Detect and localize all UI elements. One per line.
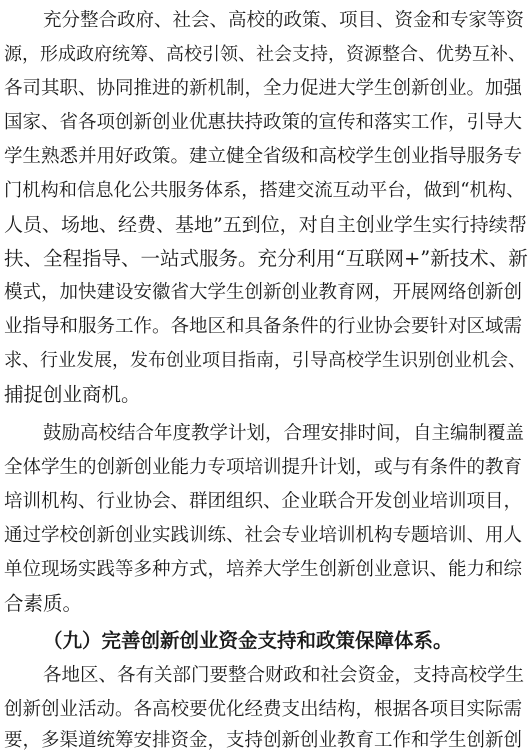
text-line: 创新创业活动。各高校要优化经费支出结构，根据各项目实际需 <box>4 699 523 720</box>
text-line: 全体学生的创新创业能力专项培训提升计划，或与有条件的教育 <box>4 457 523 478</box>
text-line: 要，多渠道统筹安排资金，支持创新创业教育工作和学生创新创 <box>4 730 523 751</box>
text-line: 各司其职、协同推进的新机制，全力促进大学生创新创业。加强 <box>4 78 523 99</box>
text-line: 扶、全程指导、一站式服务。充分利用“互联网+”新技术、新 <box>4 247 528 270</box>
text-line: 学生熟悉并用好政策。建立健全省级和高校学生创业指导服务专 <box>4 146 523 167</box>
text-line: 模式，加快建设安徽省大学生创新创业教育网，开展网络创新创 <box>4 282 523 303</box>
text-line: 求、行业发展，发布创业项目指南，引导高校学生识别创业机会、 <box>4 350 526 371</box>
text-line: 合素质。 <box>4 592 83 615</box>
text-line: 培训机构、行业协会、群团组织、企业联合开发创业培训项目， <box>4 491 523 512</box>
text-line: 业指导和服务工作。各地区和具备条件的行业协会要针对区域需 <box>4 316 523 337</box>
text-line: 人员、场地、经费、基地”五到位，对自主创业学生实行持续帮 <box>4 214 527 236</box>
text-line: 各地区、各有关部门要整合财政和社会资金，支持高校学生 <box>43 665 525 686</box>
text-line: 通过学校创新创业实践训练、社会专业培训机构专题培训、用人 <box>4 525 523 546</box>
text-line: 鼓励高校结合年度教学计划，合理安排时间，自主编制覆盖 <box>43 423 525 444</box>
text-line: 捕捉创业商机。 <box>4 383 141 406</box>
text-line: 源，形成政府统筹、高校引领、社会支持，资源整合、优势互补、 <box>4 44 526 65</box>
text-line: 门机构和信息化公共服务体系，搭建交流互动平台，做到“机构、 <box>4 180 525 201</box>
section-heading: （九）完善创新创业资金支持和政策保障体系。 <box>43 629 453 652</box>
text-line: 单位现场实践等多种方式，培养大学生创新创业意识、能力和综 <box>4 559 523 580</box>
text-line: 充分整合政府、社会、高校的政策、项目、资金和专家等资 <box>43 10 525 31</box>
text-line: 国家、省各项创新创业优惠扶持政策的宣传和落实工作，引导大 <box>4 112 523 133</box>
